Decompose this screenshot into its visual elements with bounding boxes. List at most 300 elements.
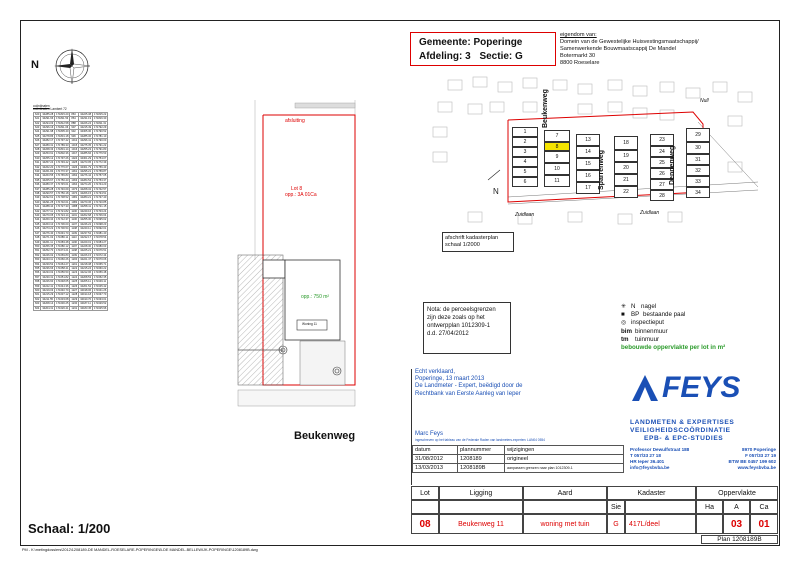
coordinate-cell: 171637.12 [56, 293, 69, 297]
coordinate-cell: 171753.37 [94, 178, 107, 182]
coordinate-cell: 171721.15 [94, 205, 107, 209]
coordinate-cell: 635 [35, 178, 40, 182]
coordinate-cell: 171812.58 [56, 121, 69, 125]
coordinate-cell: 631 [35, 161, 40, 165]
kadaster-plot: 34 [686, 187, 710, 198]
coordinate-cell: 1101 [71, 214, 77, 218]
coordinate-cell: 34270.36 [80, 200, 92, 204]
coordinate-cell: 171703.24 [94, 209, 107, 213]
garden-area-label: opp.: 750 m² [301, 294, 330, 300]
coordinate-cell: 932 [70, 130, 79, 134]
kadaster-plot: 20 [614, 162, 638, 174]
certification-block [411, 369, 622, 485]
coordinate-cell: 34246.02 [42, 253, 54, 257]
coordinate-row [34, 262, 108, 266]
street-label-beukenweg: Beukenweg [294, 430, 356, 442]
coordinate-cell: 171706.00 [56, 222, 69, 226]
coordinate-cell: 34215.24 [80, 266, 92, 270]
coordinate-cell: 34263.55 [42, 174, 54, 178]
coordinate-cell: 171732.01 [56, 200, 69, 204]
coordinate-cell: 171629.52 [94, 302, 107, 306]
coordinate-cell: 34280.21 [80, 196, 92, 200]
kadaster-plot: 7 [544, 130, 570, 142]
coordinate-cell: 171684.27 [94, 240, 107, 244]
coordinate-cell: 171656.48 [94, 271, 107, 275]
street-label-zuidlaan-2: Zuidlaan [640, 210, 660, 216]
coordinate-cell: 34285.28 [42, 187, 54, 191]
coordinate-cell: 624 [35, 130, 40, 134]
coordinate-cell: 34296.41 [80, 139, 92, 143]
coordinate-cell: 34252.70 [42, 249, 54, 253]
coordinate-cell: 34294.03 [42, 121, 54, 125]
coordinate-cell: 171651.82 [56, 275, 69, 279]
ca-value: 01 [750, 514, 778, 534]
coordinate-cell: 653 [35, 258, 40, 262]
lot-number: 08 [411, 514, 439, 534]
coordinate-cell: 171641.26 [94, 288, 107, 292]
coordinate-cell: 171734.51 [94, 192, 107, 196]
coordinate-cell: 34255.12 [42, 156, 54, 160]
certification-line: Rechtbank van Eerste Aanleg van Ieper [415, 390, 521, 397]
coordinate-cell: 626 [35, 139, 40, 143]
street-label-beukenweg-map: Beukenweg [542, 89, 549, 128]
kadaster-plot: 33 [686, 176, 710, 187]
afdeling-row [419, 51, 523, 62]
coordinate-cell: 34278.86 [42, 134, 54, 138]
coordinate-cell: 171680.63 [94, 244, 107, 248]
coordinate-cell: 1016 [71, 147, 78, 151]
coordinate-row [34, 293, 108, 297]
coordinate-cell: 663 [35, 302, 40, 306]
coordinate-cell: 171811.06 [56, 125, 69, 129]
coordinate-cell: 171815.20 [56, 112, 69, 116]
coordinate-cell: 1229 [71, 297, 78, 301]
coordinate-cell: 34231.19 [80, 117, 92, 121]
coordinate-cell: 664 [35, 306, 40, 310]
coordinate-cell: 34261.84 [42, 170, 54, 173]
coordinate-cell: 171658.41 [56, 266, 69, 270]
coordinate-cell: 1225 [71, 280, 78, 284]
coordinate-cell: 171791.22 [94, 143, 107, 147]
coordinate-cell: 171759.87 [94, 170, 107, 173]
coordinate-cell: 633 [35, 170, 40, 173]
coordinate-cell: 171700.54 [56, 227, 69, 231]
coordinate-cell: 34301.79 [80, 165, 92, 169]
coordinate-cell: 171683.48 [56, 240, 69, 244]
coordinate-cell: 34268.32 [80, 187, 92, 191]
coordinate-cell: 171680.12 [56, 244, 69, 248]
coordinate-cell: 171791.80 [94, 147, 107, 151]
coordinate-row [34, 253, 108, 257]
coordinate-cell: 1024 [71, 156, 78, 160]
coordinate-cell: 630 [35, 156, 40, 160]
coordinate-cell: 171744.20 [94, 183, 107, 187]
coordinate-cell: 34280.31 [42, 143, 54, 147]
house-label: Woning 11 [302, 322, 317, 326]
kadaster-note [442, 232, 514, 252]
compass-icon [30, 42, 90, 92]
coordinate-cell: 659 [35, 284, 40, 288]
coordinate-cell: 656 [35, 271, 40, 275]
coordinate-cell: 34253.91 [42, 152, 54, 156]
kadaster-plot: 13 [576, 134, 600, 146]
coordinate-cell: 649 [35, 240, 40, 244]
coordinate-cell: 907 [70, 125, 79, 129]
coordinate-cell: 1064 [71, 183, 78, 187]
coordinate-cell: 34219.03 [42, 288, 54, 292]
certification-line: Poperinge, 13 maart 2013 [415, 376, 485, 383]
coordinate-row [34, 139, 108, 143]
owner-line: Botermarkt 30 [560, 53, 596, 59]
compass-north-label: N [31, 59, 39, 71]
coordinate-cell: 34266.15 [80, 192, 92, 196]
coordinate-cell: 171750.18 [56, 192, 69, 196]
coordinate-cell: 34233.02 [42, 271, 54, 275]
kadaster-plot: 5 [512, 167, 538, 177]
kadaster-plot: 27 [650, 179, 674, 190]
coordinate-cell: 1062 [71, 174, 78, 178]
coordinate-cell: 34284.54 [80, 178, 92, 182]
manhole-icon: ◎ [621, 319, 627, 327]
legend-item-tuinmuur: tm tuinmuur [621, 335, 660, 343]
certification-line: Echt verklaard, [415, 369, 456, 375]
coordinate-cell: 171691.70 [56, 231, 69, 235]
lot-plan-drawing [215, 95, 375, 410]
coordinate-cell: 171652.35 [94, 275, 107, 279]
coordinate-cell: 171706.64 [94, 214, 107, 218]
kadaster-plot: 2 [512, 137, 538, 147]
coordinate-cell: 641 [35, 205, 40, 209]
coordinate-cell: 171695.62 [94, 218, 107, 222]
coordinate-cell: 171772.39 [94, 161, 107, 165]
sie-value: G [607, 514, 625, 534]
coordinate-cell: 1017 [71, 152, 78, 156]
afdeling-label: Afdeling: [419, 51, 463, 62]
lot-plan [215, 95, 375, 410]
coordinate-cell: 34262.20 [42, 165, 54, 169]
coordinate-cell: 34183.45 [80, 306, 92, 310]
legend-item-nagel: ✳ N nagel [621, 303, 657, 310]
company-tagline-3: EPB- & EPC-STUDIES [644, 435, 724, 442]
coordinate-cell: 1231 [71, 306, 78, 310]
coordinate-cell: 864 [70, 117, 79, 121]
coordinate-cell: 1088 [71, 205, 78, 209]
revision-cell: origineel [505, 455, 624, 464]
gemeente-row [419, 37, 522, 48]
kadaster-plot: 4 [512, 157, 538, 167]
coordinate-row [34, 240, 108, 244]
coordinate-cell: 627 [35, 143, 40, 147]
coordinate-cell: 171633.01 [94, 297, 107, 301]
coordinate-cell: 171765.83 [56, 174, 69, 178]
coordinate-cell: 34260.34 [42, 218, 54, 222]
coordinate-cell: 34225.21 [80, 249, 92, 253]
coordinate-row [34, 134, 108, 138]
coordinate-cell: 34215.29 [42, 293, 54, 297]
kadaster-plot: 10 [544, 163, 570, 175]
coordinate-cell: 34285.28 [42, 112, 54, 116]
coordinate-row [34, 209, 108, 213]
coordinate-cell: 34288.44 [42, 205, 54, 209]
coordinate-cell: 1107 [71, 222, 77, 226]
coordinate-row [34, 280, 108, 284]
coordinate-cell: 171648.05 [56, 280, 69, 284]
coordinate-cell: 34236.66 [42, 266, 54, 270]
coordinate-row [34, 302, 108, 306]
coordinate-cell: 34198.06 [80, 288, 92, 292]
coordinate-cell: 34305.30 [80, 130, 92, 134]
coordinate-cell: 34285.66 [80, 152, 92, 156]
legend [621, 303, 725, 352]
kadaster-plot: 26 [650, 168, 674, 179]
coordinate-cell: 662 [35, 297, 40, 301]
company-tagline-1: LANDMETEN & EXPERTISES [630, 419, 735, 426]
revision-cell: 1208189B [458, 464, 505, 473]
coordinate-cell: 863 [70, 112, 79, 116]
coordinate-cell: 1074 [71, 192, 78, 196]
ha-value [696, 514, 723, 534]
coordinate-cell: 34274.20 [80, 183, 92, 187]
coordinate-cell: 34277.11 [42, 209, 53, 213]
coordinate-cell: 644 [35, 218, 40, 222]
coordinate-cell: 34237.52 [80, 231, 92, 235]
legend-item-binnenmuur: bim binnenmuur [621, 327, 668, 335]
coordinate-cell: 171720.85 [94, 200, 107, 204]
kadaster-plot: 18 [614, 136, 638, 150]
coordinate-row [34, 231, 108, 235]
coordinate-row [34, 183, 108, 187]
coordinate-cell: 34280.37 [42, 183, 54, 187]
coordinate-cell: 171756.43 [94, 165, 107, 169]
kadaster-plot: 3 [512, 147, 538, 157]
coordinate-cell: 171727.33 [56, 205, 69, 209]
coordinate-cell: 34208.14 [42, 302, 54, 306]
owner-line: Domein van de Gewestelijke Huisvestingsmaatschappij/ [560, 39, 699, 45]
kadaster-plot: 9 [544, 151, 570, 163]
revision-cell: 13/03/2013 [413, 464, 458, 473]
kadaster-plot: 28 [650, 190, 674, 201]
coordinate-cell: 171790.52 [94, 130, 107, 134]
coordinate-cell: 34225.38 [80, 112, 92, 116]
coordinate-cell: 1226 [71, 284, 78, 288]
coordinate-cell: 623 [35, 125, 40, 129]
coordinate-cell: 171649.11 [94, 280, 107, 284]
revision-cell: 31/08/2012 [413, 455, 458, 464]
note-box [423, 302, 511, 354]
coordinate-cell: 1012 [71, 139, 78, 143]
company-logo-icon [630, 373, 660, 403]
coordinate-cell: 171789.33 [56, 143, 69, 147]
coordinate-cell: 1223 [71, 271, 78, 275]
note-line: ontwerpplan 1012309-1 [427, 323, 491, 329]
ligging-subheader [439, 500, 523, 514]
coordinate-cell: 1110 [71, 236, 77, 240]
kadaster-note-line: afschrift kadasterplan [445, 235, 499, 241]
kadaster-plot: 22 [614, 186, 638, 198]
coordinate-cell: 34208.53 [80, 275, 92, 279]
coordinate-cell: 642 [35, 209, 40, 213]
ca-header: Ca [750, 500, 778, 514]
coordinate-cell: 1230 [71, 302, 78, 306]
header-box [410, 32, 556, 66]
lot-area-label: opp.: 3A 01Ca [285, 192, 317, 198]
kadaster-plot: 14 [576, 146, 600, 158]
coordinate-cell: 34301.29 [80, 156, 92, 160]
ha-header: Ha [696, 500, 723, 514]
coordinate-cell: 34258.41 [80, 205, 92, 209]
coordinate-cell: 625 [35, 134, 40, 138]
owner-line: Samenwerkende Bouwmaatscappij De Mandel [560, 46, 676, 52]
coordinate-row [34, 271, 108, 275]
coordinate-cell: 171669.80 [56, 253, 69, 257]
coordinate-cell: 647 [35, 231, 40, 235]
revision-header: datum [413, 446, 458, 455]
coordinate-cell: 1082 [71, 200, 78, 204]
legend-green-text: bebouwde oppervlakte per lot in m² [621, 344, 726, 352]
coordinate-cell: 639 [35, 196, 40, 200]
signer-name: Marc Feys [415, 431, 444, 437]
coordinate-cell: 171681.40 [94, 231, 107, 235]
coordinate-cell: 34271.02 [42, 236, 54, 240]
coordinate-cell: 1228 [71, 293, 78, 297]
coordinate-cell: 171745.01 [56, 183, 69, 187]
coordinate-cell: 34262.68 [80, 214, 92, 218]
coordinate-cell: 34257.24 [42, 161, 54, 165]
kadaster-plot: 23 [650, 134, 674, 146]
coordinate-row [34, 112, 108, 116]
company-city: 8970 Poperinge [742, 447, 776, 452]
coordinate-row [34, 275, 108, 279]
a-value: 03 [723, 514, 750, 534]
coordinate-cell: 654 [35, 262, 40, 266]
afsluiting-label-top: afsluiting [285, 118, 305, 124]
revision-header: plannummer [458, 446, 505, 455]
coordinate-cell: 34201.52 [80, 284, 92, 288]
kadaster-plot: 6 [512, 177, 538, 187]
kadaster-note-line: schaal 1/2000 [445, 242, 480, 248]
coordinate-cell: 640 [35, 200, 40, 204]
coordinate-cell: 34255.23 [80, 147, 92, 151]
nail-icon: ✳ [621, 303, 627, 310]
coordinate-cell: 171686.11 [56, 236, 69, 240]
coordinate-cell: 34290.57 [42, 192, 54, 196]
coordinate-cell: 34263.10 [42, 222, 54, 226]
coordinate-cell: 171665.71 [94, 262, 107, 266]
kadaster-plot: 29 [686, 128, 710, 142]
coordinate-cell: 657 [35, 275, 40, 279]
note-line: zijn deze zoals op het [427, 315, 485, 321]
kadaster-plot: 21 [614, 174, 638, 186]
coordinate-cell: 34275.35 [80, 143, 92, 147]
coordinate-cell: 636 [35, 183, 40, 187]
coordinate-cell: 1100 [71, 209, 77, 213]
coordinate-cell: 171770.37 [56, 170, 69, 173]
lot-header: Lot [411, 486, 439, 500]
coordinate-cell: 171792.29 [94, 125, 107, 129]
owner-line: 8800 Roeselare [560, 60, 600, 66]
sectie-label: Sectie: [479, 51, 513, 62]
company-name: FEYS [662, 371, 741, 404]
kadaster-subheader [625, 500, 696, 514]
coordinate-cell: 171637.70 [94, 293, 107, 297]
coordinate-cell: 652 [35, 253, 40, 257]
company-block [622, 369, 778, 485]
company-web: www.feysbvba.be [737, 465, 776, 470]
coordinate-cell: 34221.47 [80, 258, 92, 262]
coordinate-cell: 648 [35, 236, 40, 240]
gemeente-label: Gemeente: [419, 37, 471, 48]
sectie-value: G [515, 51, 523, 62]
coordinate-row [34, 205, 108, 209]
coordinate-cell: 34218.38 [80, 262, 92, 266]
coordinate-cell: 34215.49 [80, 125, 92, 129]
company-address: Professor Dewulfstraat 188 [630, 447, 690, 452]
revision-cell: aanpassen grenzen naar plan 1012309-1 [505, 464, 624, 473]
coordinate-cell: 34246.22 [80, 222, 92, 226]
coordinate-grid [33, 112, 108, 311]
oppervlakte-header: Oppervlakte [696, 486, 778, 500]
file-path-footer: PM - K:\metingdossiers\2012\1208189-DE MANDEL-ROESELARE-POPERINGE\B-DE MANDEL-BELLEWIJK-POPERINGE\1208189B.dwg [22, 548, 258, 552]
coordinate-cell: 34239.52 [42, 262, 54, 266]
revision-header: wijzigingen [505, 446, 624, 455]
coordinate-cell: 34276.40 [42, 231, 54, 235]
coordinate-cell: 634 [35, 174, 40, 178]
coordinate-cell: 171781.10 [94, 134, 107, 138]
coordinate-cell: 34204.31 [42, 306, 54, 310]
coordinate-row [34, 161, 108, 165]
coordinate-cell: 34265.67 [42, 178, 54, 182]
company-hr: HR Ieper 36.401 [630, 459, 665, 464]
coordinate-cell: 171811.31 [94, 121, 107, 125]
coordinate-cell: 638 [35, 192, 40, 196]
coordinate-cell: 646 [35, 227, 40, 231]
coordinate-cell: 1197 [71, 244, 77, 248]
coordinate-cell: 34282.17 [42, 139, 54, 143]
company-email: info@feysbvba.be [630, 465, 670, 470]
coordinate-cell: 1063 [71, 178, 78, 182]
note-line: d.d. 27/04/2012 [427, 331, 469, 337]
coordinate-cell: 936 [70, 134, 79, 138]
coordinate-cell: 34194.18 [80, 293, 92, 297]
coordinate-row [34, 196, 108, 200]
coordinate-cell: 632 [35, 165, 40, 169]
coordinate-row [34, 117, 108, 121]
coordinate-cell: 171738.52 [56, 196, 69, 200]
ligging-header: Ligging [439, 486, 523, 500]
coordinate-cell: 171640.70 [56, 288, 69, 292]
coordinate-cell: 1199 [71, 253, 77, 257]
legend-item-inspectieput: ◎ inspectieput [621, 319, 665, 327]
kadaster-plot: 17 [576, 182, 600, 194]
street-label-zuidlaan: Zuidlaan [515, 212, 535, 218]
coordinate-cell: 34276.44 [80, 174, 92, 178]
owner-block [560, 32, 699, 67]
lot-label: Lot 8 [291, 186, 303, 192]
kadaster-plot: 11 [544, 175, 570, 187]
coordinate-table [33, 105, 108, 311]
coordinate-cell: 650 [35, 244, 40, 248]
coordinate-cell: 34228.30 [80, 244, 92, 248]
svg-text:N: N [493, 187, 499, 196]
coordinate-cell: 34222.41 [42, 284, 54, 288]
coordinate-row [34, 258, 108, 262]
coordinate-cell: 1026 [71, 165, 78, 169]
company-tel: T 057/33 27 18 [630, 453, 661, 458]
coordinate-cell: 34273.22 [42, 227, 54, 231]
coordinate-cell: 171676.51 [94, 249, 107, 253]
coordinate-cell: 660 [35, 288, 40, 292]
coordinate-cell: 171660.22 [94, 266, 107, 270]
